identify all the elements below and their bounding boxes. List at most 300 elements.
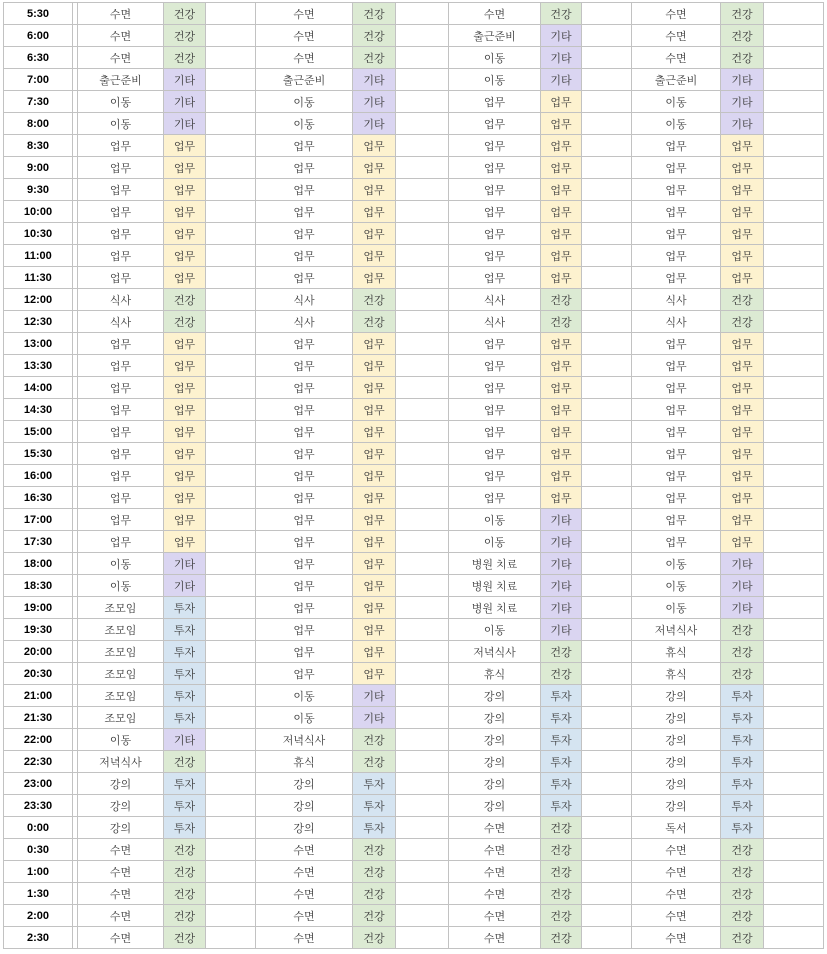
activity-cell[interactable]: 병원 치료 (449, 553, 541, 575)
gap-cell[interactable] (396, 267, 449, 289)
gap-cell[interactable] (206, 707, 256, 729)
gap-cell[interactable] (396, 663, 449, 685)
category-cell[interactable]: 기타 (721, 91, 764, 113)
activity-cell[interactable]: 이동 (256, 113, 353, 135)
activity-cell[interactable]: 식사 (78, 289, 164, 311)
trailing-cell[interactable] (764, 399, 824, 421)
activity-cell[interactable]: 업무 (449, 223, 541, 245)
gap-cell[interactable] (396, 575, 449, 597)
gap-cell[interactable] (582, 663, 632, 685)
activity-cell[interactable]: 이동 (632, 91, 721, 113)
category-cell[interactable]: 업무 (164, 267, 206, 289)
trailing-cell[interactable] (764, 3, 824, 25)
gap-cell[interactable] (582, 311, 632, 333)
gap-cell[interactable] (396, 685, 449, 707)
category-cell[interactable]: 기타 (721, 597, 764, 619)
category-cell[interactable]: 업무 (541, 223, 582, 245)
gap-cell[interactable] (396, 619, 449, 641)
category-cell[interactable]: 기타 (164, 91, 206, 113)
time-cell[interactable]: 10:30 (4, 223, 73, 245)
category-cell[interactable]: 기타 (353, 113, 396, 135)
gap-cell[interactable] (582, 597, 632, 619)
gap-cell[interactable] (206, 3, 256, 25)
time-cell[interactable]: 8:30 (4, 135, 73, 157)
time-cell[interactable]: 17:00 (4, 509, 73, 531)
gap-cell[interactable] (206, 421, 256, 443)
gap-cell[interactable] (582, 883, 632, 905)
gap-cell[interactable] (582, 47, 632, 69)
category-cell[interactable]: 건강 (353, 25, 396, 47)
category-cell[interactable]: 건강 (721, 839, 764, 861)
activity-cell[interactable]: 업무 (632, 443, 721, 465)
category-cell[interactable]: 건강 (353, 927, 396, 949)
activity-cell[interactable]: 저녁식사 (632, 619, 721, 641)
activity-cell[interactable]: 업무 (78, 465, 164, 487)
gap-cell[interactable] (582, 223, 632, 245)
activity-cell[interactable]: 이동 (449, 69, 541, 91)
category-cell[interactable]: 업무 (541, 157, 582, 179)
category-cell[interactable]: 업무 (164, 443, 206, 465)
activity-cell[interactable]: 강의 (449, 729, 541, 751)
activity-cell[interactable]: 업무 (632, 487, 721, 509)
activity-cell[interactable]: 업무 (78, 531, 164, 553)
category-cell[interactable]: 업무 (353, 641, 396, 663)
activity-cell[interactable]: 업무 (256, 201, 353, 223)
activity-cell[interactable]: 수면 (632, 883, 721, 905)
category-cell[interactable]: 건강 (541, 311, 582, 333)
category-cell[interactable]: 업무 (541, 355, 582, 377)
category-cell[interactable]: 투자 (721, 773, 764, 795)
category-cell[interactable]: 업무 (353, 201, 396, 223)
category-cell[interactable]: 건강 (721, 883, 764, 905)
activity-cell[interactable]: 업무 (78, 179, 164, 201)
time-cell[interactable]: 19:00 (4, 597, 73, 619)
trailing-cell[interactable] (764, 685, 824, 707)
category-cell[interactable]: 업무 (721, 509, 764, 531)
activity-cell[interactable]: 업무 (632, 267, 721, 289)
activity-cell[interactable]: 업무 (632, 245, 721, 267)
activity-cell[interactable]: 업무 (78, 201, 164, 223)
category-cell[interactable]: 기타 (353, 69, 396, 91)
activity-cell[interactable]: 업무 (78, 245, 164, 267)
gap-cell[interactable] (582, 355, 632, 377)
category-cell[interactable]: 건강 (353, 289, 396, 311)
gap-cell[interactable] (396, 421, 449, 443)
gap-cell[interactable] (206, 443, 256, 465)
activity-cell[interactable]: 업무 (632, 355, 721, 377)
activity-cell[interactable]: 업무 (78, 421, 164, 443)
activity-cell[interactable]: 조모임 (78, 641, 164, 663)
category-cell[interactable]: 업무 (541, 399, 582, 421)
activity-cell[interactable]: 업무 (78, 399, 164, 421)
category-cell[interactable]: 업무 (353, 421, 396, 443)
activity-cell[interactable]: 식사 (449, 289, 541, 311)
category-cell[interactable]: 기타 (164, 729, 206, 751)
time-cell[interactable]: 23:00 (4, 773, 73, 795)
activity-cell[interactable]: 업무 (632, 135, 721, 157)
gap-cell[interactable] (206, 355, 256, 377)
category-cell[interactable]: 건강 (541, 289, 582, 311)
gap-cell[interactable] (206, 883, 256, 905)
activity-cell[interactable]: 업무 (256, 333, 353, 355)
time-cell[interactable]: 20:00 (4, 641, 73, 663)
category-cell[interactable]: 건강 (721, 47, 764, 69)
category-cell[interactable]: 건강 (353, 311, 396, 333)
activity-cell[interactable]: 식사 (632, 311, 721, 333)
activity-cell[interactable]: 강의 (632, 751, 721, 773)
trailing-cell[interactable] (764, 25, 824, 47)
trailing-cell[interactable] (764, 443, 824, 465)
category-cell[interactable]: 투자 (721, 685, 764, 707)
category-cell[interactable]: 업무 (353, 157, 396, 179)
category-cell[interactable]: 업무 (353, 663, 396, 685)
category-cell[interactable]: 건강 (541, 883, 582, 905)
category-cell[interactable]: 투자 (721, 817, 764, 839)
trailing-cell[interactable] (764, 641, 824, 663)
activity-cell[interactable]: 이동 (78, 91, 164, 113)
activity-cell[interactable]: 이동 (632, 575, 721, 597)
activity-cell[interactable]: 강의 (632, 685, 721, 707)
category-cell[interactable]: 투자 (164, 795, 206, 817)
activity-cell[interactable]: 강의 (78, 773, 164, 795)
gap-cell[interactable] (582, 509, 632, 531)
time-cell[interactable]: 6:30 (4, 47, 73, 69)
category-cell[interactable]: 건강 (164, 751, 206, 773)
category-cell[interactable]: 업무 (164, 179, 206, 201)
category-cell[interactable]: 업무 (164, 355, 206, 377)
category-cell[interactable]: 투자 (353, 817, 396, 839)
activity-cell[interactable]: 업무 (256, 355, 353, 377)
category-cell[interactable]: 건강 (164, 311, 206, 333)
category-cell[interactable]: 업무 (721, 201, 764, 223)
gap-cell[interactable] (206, 861, 256, 883)
activity-cell[interactable]: 업무 (632, 179, 721, 201)
category-cell[interactable]: 업무 (541, 465, 582, 487)
time-cell[interactable]: 20:30 (4, 663, 73, 685)
category-cell[interactable]: 업무 (721, 135, 764, 157)
activity-cell[interactable]: 강의 (256, 817, 353, 839)
gap-cell[interactable] (206, 531, 256, 553)
category-cell[interactable]: 건강 (721, 289, 764, 311)
time-cell[interactable]: 11:00 (4, 245, 73, 267)
category-cell[interactable]: 건강 (541, 641, 582, 663)
category-cell[interactable]: 건강 (164, 861, 206, 883)
category-cell[interactable]: 건강 (541, 861, 582, 883)
category-cell[interactable]: 업무 (353, 487, 396, 509)
gap-cell[interactable] (206, 487, 256, 509)
time-cell[interactable]: 15:00 (4, 421, 73, 443)
gap-cell[interactable] (396, 751, 449, 773)
gap-cell[interactable] (396, 135, 449, 157)
category-cell[interactable]: 투자 (164, 707, 206, 729)
category-cell[interactable]: 투자 (541, 795, 582, 817)
activity-cell[interactable]: 업무 (78, 157, 164, 179)
activity-cell[interactable]: 수면 (449, 861, 541, 883)
category-cell[interactable]: 업무 (353, 553, 396, 575)
category-cell[interactable]: 업무 (721, 245, 764, 267)
category-cell[interactable]: 업무 (353, 619, 396, 641)
gap-cell[interactable] (206, 47, 256, 69)
activity-cell[interactable]: 강의 (449, 795, 541, 817)
category-cell[interactable]: 기타 (353, 707, 396, 729)
activity-cell[interactable]: 수면 (256, 883, 353, 905)
category-cell[interactable]: 건강 (353, 751, 396, 773)
activity-cell[interactable]: 업무 (256, 641, 353, 663)
gap-cell[interactable] (206, 399, 256, 421)
activity-cell[interactable]: 병원 치료 (449, 597, 541, 619)
gap-cell[interactable] (582, 245, 632, 267)
activity-cell[interactable]: 휴식 (449, 663, 541, 685)
activity-cell[interactable]: 수면 (78, 3, 164, 25)
trailing-cell[interactable] (764, 905, 824, 927)
trailing-cell[interactable] (764, 509, 824, 531)
gap-cell[interactable] (396, 597, 449, 619)
trailing-cell[interactable] (764, 223, 824, 245)
activity-cell[interactable]: 업무 (78, 443, 164, 465)
activity-cell[interactable]: 수면 (256, 47, 353, 69)
trailing-cell[interactable] (764, 355, 824, 377)
time-cell[interactable]: 8:00 (4, 113, 73, 135)
gap-cell[interactable] (396, 377, 449, 399)
time-cell[interactable]: 19:30 (4, 619, 73, 641)
activity-cell[interactable]: 휴식 (632, 641, 721, 663)
category-cell[interactable]: 건강 (164, 905, 206, 927)
activity-cell[interactable]: 조모임 (78, 685, 164, 707)
category-cell[interactable]: 건강 (541, 663, 582, 685)
activity-cell[interactable]: 휴식 (256, 751, 353, 773)
gap-cell[interactable] (206, 157, 256, 179)
activity-cell[interactable]: 이동 (78, 553, 164, 575)
category-cell[interactable]: 투자 (164, 685, 206, 707)
activity-cell[interactable]: 업무 (256, 135, 353, 157)
activity-cell[interactable]: 업무 (449, 157, 541, 179)
category-cell[interactable]: 기타 (353, 685, 396, 707)
gap-cell[interactable] (206, 795, 256, 817)
trailing-cell[interactable] (764, 707, 824, 729)
category-cell[interactable]: 업무 (541, 113, 582, 135)
gap-cell[interactable] (206, 201, 256, 223)
category-cell[interactable]: 업무 (541, 91, 582, 113)
activity-cell[interactable]: 업무 (632, 157, 721, 179)
activity-cell[interactable]: 이동 (449, 47, 541, 69)
activity-cell[interactable]: 수면 (449, 3, 541, 25)
activity-cell[interactable]: 강의 (256, 773, 353, 795)
activity-cell[interactable]: 업무 (256, 663, 353, 685)
gap-cell[interactable] (206, 619, 256, 641)
category-cell[interactable]: 건강 (541, 905, 582, 927)
trailing-cell[interactable] (764, 289, 824, 311)
activity-cell[interactable]: 업무 (256, 509, 353, 531)
activity-cell[interactable]: 업무 (632, 531, 721, 553)
category-cell[interactable]: 기타 (541, 553, 582, 575)
category-cell[interactable]: 투자 (164, 641, 206, 663)
gap-cell[interactable] (206, 135, 256, 157)
gap-cell[interactable] (396, 927, 449, 949)
gap-cell[interactable] (396, 509, 449, 531)
time-cell[interactable]: 11:30 (4, 267, 73, 289)
category-cell[interactable]: 기타 (541, 47, 582, 69)
gap-cell[interactable] (206, 641, 256, 663)
category-cell[interactable]: 건강 (164, 883, 206, 905)
time-cell[interactable]: 23:30 (4, 795, 73, 817)
category-cell[interactable]: 업무 (164, 245, 206, 267)
gap-cell[interactable] (396, 795, 449, 817)
activity-cell[interactable]: 이동 (632, 553, 721, 575)
category-cell[interactable]: 업무 (353, 443, 396, 465)
gap-cell[interactable] (396, 531, 449, 553)
gap-cell[interactable] (206, 289, 256, 311)
category-cell[interactable]: 건강 (353, 47, 396, 69)
category-cell[interactable]: 투자 (721, 795, 764, 817)
time-cell[interactable]: 6:00 (4, 25, 73, 47)
time-cell[interactable]: 18:00 (4, 553, 73, 575)
gap-cell[interactable] (396, 817, 449, 839)
category-cell[interactable]: 건강 (721, 25, 764, 47)
category-cell[interactable]: 업무 (721, 333, 764, 355)
activity-cell[interactable]: 업무 (78, 135, 164, 157)
activity-cell[interactable]: 수면 (449, 905, 541, 927)
gap-cell[interactable] (396, 311, 449, 333)
activity-cell[interactable]: 수면 (449, 817, 541, 839)
time-cell[interactable]: 16:30 (4, 487, 73, 509)
activity-cell[interactable]: 업무 (256, 421, 353, 443)
category-cell[interactable]: 업무 (164, 509, 206, 531)
gap-cell[interactable] (206, 773, 256, 795)
gap-cell[interactable] (396, 399, 449, 421)
category-cell[interactable]: 업무 (164, 223, 206, 245)
time-cell[interactable]: 17:30 (4, 531, 73, 553)
gap-cell[interactable] (582, 751, 632, 773)
gap-cell[interactable] (396, 905, 449, 927)
gap-cell[interactable] (582, 905, 632, 927)
gap-cell[interactable] (582, 201, 632, 223)
category-cell[interactable]: 건강 (541, 817, 582, 839)
gap-cell[interactable] (582, 707, 632, 729)
category-cell[interactable]: 업무 (353, 575, 396, 597)
gap-cell[interactable] (396, 707, 449, 729)
category-cell[interactable]: 업무 (541, 487, 582, 509)
activity-cell[interactable]: 이동 (632, 113, 721, 135)
activity-cell[interactable]: 강의 (449, 707, 541, 729)
trailing-cell[interactable] (764, 883, 824, 905)
activity-cell[interactable]: 업무 (632, 465, 721, 487)
activity-cell[interactable]: 업무 (256, 597, 353, 619)
category-cell[interactable]: 업무 (721, 267, 764, 289)
category-cell[interactable]: 건강 (721, 927, 764, 949)
gap-cell[interactable] (206, 91, 256, 113)
category-cell[interactable]: 업무 (164, 333, 206, 355)
gap-cell[interactable] (582, 267, 632, 289)
gap-cell[interactable] (582, 641, 632, 663)
category-cell[interactable]: 건강 (721, 3, 764, 25)
category-cell[interactable]: 건강 (721, 619, 764, 641)
activity-cell[interactable]: 수면 (256, 905, 353, 927)
trailing-cell[interactable] (764, 91, 824, 113)
activity-cell[interactable]: 업무 (449, 179, 541, 201)
trailing-cell[interactable] (764, 861, 824, 883)
trailing-cell[interactable] (764, 377, 824, 399)
activity-cell[interactable]: 식사 (632, 289, 721, 311)
gap-cell[interactable] (582, 333, 632, 355)
activity-cell[interactable]: 이동 (256, 685, 353, 707)
activity-cell[interactable]: 수면 (78, 839, 164, 861)
activity-cell[interactable]: 이동 (449, 509, 541, 531)
activity-cell[interactable]: 강의 (632, 707, 721, 729)
activity-cell[interactable]: 업무 (256, 575, 353, 597)
time-cell[interactable]: 14:30 (4, 399, 73, 421)
gap-cell[interactable] (206, 223, 256, 245)
category-cell[interactable]: 기타 (541, 619, 582, 641)
activity-cell[interactable]: 출근준비 (632, 69, 721, 91)
trailing-cell[interactable] (764, 839, 824, 861)
gap-cell[interactable] (396, 69, 449, 91)
trailing-cell[interactable] (764, 729, 824, 751)
activity-cell[interactable]: 이동 (256, 707, 353, 729)
trailing-cell[interactable] (764, 465, 824, 487)
gap-cell[interactable] (396, 223, 449, 245)
trailing-cell[interactable] (764, 311, 824, 333)
activity-cell[interactable]: 업무 (78, 377, 164, 399)
gap-cell[interactable] (396, 465, 449, 487)
activity-cell[interactable]: 이동 (632, 597, 721, 619)
gap-cell[interactable] (582, 487, 632, 509)
gap-cell[interactable] (582, 91, 632, 113)
category-cell[interactable]: 기타 (164, 69, 206, 91)
activity-cell[interactable]: 강의 (632, 795, 721, 817)
gap-cell[interactable] (206, 927, 256, 949)
category-cell[interactable]: 업무 (353, 245, 396, 267)
gap-cell[interactable] (582, 553, 632, 575)
activity-cell[interactable]: 수면 (256, 927, 353, 949)
gap-cell[interactable] (582, 927, 632, 949)
activity-cell[interactable]: 강의 (449, 685, 541, 707)
trailing-cell[interactable] (764, 597, 824, 619)
gap-cell[interactable] (582, 839, 632, 861)
gap-cell[interactable] (206, 905, 256, 927)
activity-cell[interactable]: 업무 (449, 355, 541, 377)
gap-cell[interactable] (206, 839, 256, 861)
category-cell[interactable]: 건강 (721, 641, 764, 663)
gap-cell[interactable] (206, 597, 256, 619)
gap-cell[interactable] (396, 641, 449, 663)
gap-cell[interactable] (396, 3, 449, 25)
activity-cell[interactable]: 수면 (449, 839, 541, 861)
gap-cell[interactable] (206, 245, 256, 267)
category-cell[interactable]: 업무 (164, 531, 206, 553)
time-cell[interactable]: 22:30 (4, 751, 73, 773)
category-cell[interactable]: 업무 (721, 157, 764, 179)
category-cell[interactable]: 건강 (721, 311, 764, 333)
activity-cell[interactable]: 수면 (78, 927, 164, 949)
activity-cell[interactable]: 저녁식사 (449, 641, 541, 663)
gap-cell[interactable] (582, 729, 632, 751)
gap-cell[interactable] (206, 575, 256, 597)
activity-cell[interactable]: 업무 (78, 355, 164, 377)
category-cell[interactable]: 업무 (164, 135, 206, 157)
activity-cell[interactable]: 조모임 (78, 597, 164, 619)
category-cell[interactable]: 건강 (353, 883, 396, 905)
gap-cell[interactable] (582, 795, 632, 817)
gap-cell[interactable] (582, 179, 632, 201)
activity-cell[interactable]: 강의 (632, 729, 721, 751)
activity-cell[interactable]: 수면 (78, 883, 164, 905)
category-cell[interactable]: 업무 (541, 245, 582, 267)
gap-cell[interactable] (206, 817, 256, 839)
category-cell[interactable]: 건강 (541, 839, 582, 861)
category-cell[interactable]: 기타 (541, 575, 582, 597)
category-cell[interactable]: 기타 (721, 553, 764, 575)
trailing-cell[interactable] (764, 421, 824, 443)
